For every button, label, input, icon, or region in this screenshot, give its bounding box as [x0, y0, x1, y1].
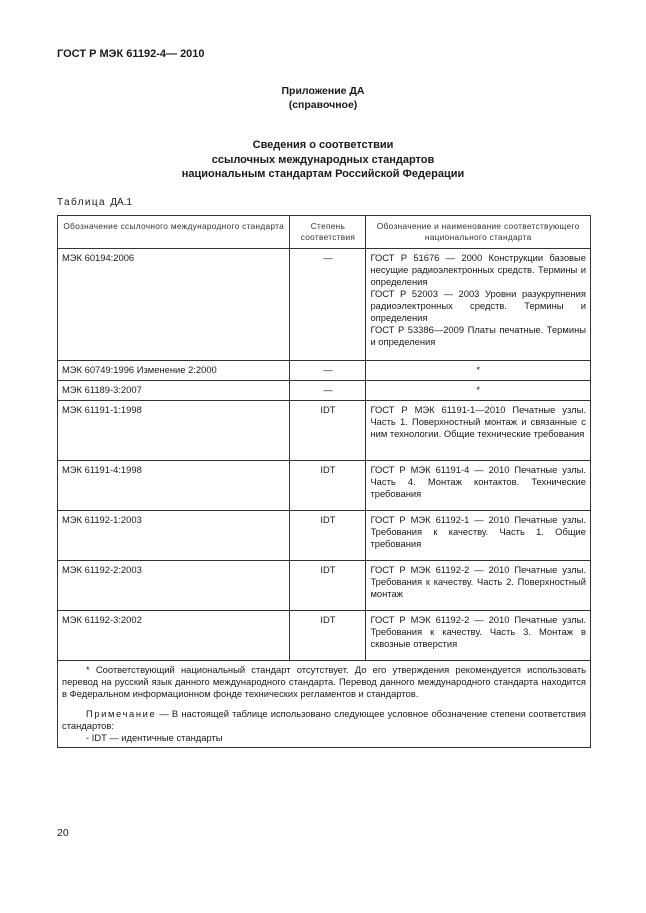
table-row: [58, 361, 591, 381]
degree-cell: IDT: [290, 611, 366, 661]
reference-cell: МЭК 60194:2006: [58, 249, 290, 361]
page-number: 20: [57, 827, 69, 839]
degree-cell: IDT: [290, 511, 366, 561]
correspondence-table: [57, 215, 591, 748]
degree-cell: —: [290, 361, 366, 381]
table-row: [58, 249, 591, 361]
table-footnote: * Соответствующий национальный стандарт отсутствует. До его утверждения рекомендуется использовать перевод на русский язык данного международного стандарта. Перевод данного международного стандарта находится в Федеральном информационном фонде технических регламентов и стандартов.: [62, 664, 586, 699]
table-note-text: — В настоящей таблице использовано следующее условное обозначение степени соответствия стандартов:: [62, 708, 586, 731]
national-cell: *: [366, 361, 591, 381]
table-row: [58, 401, 591, 461]
reference-cell: МЭК 61189-3:2007: [58, 381, 290, 401]
reference-cell: МЭК 61191-4:1998: [58, 461, 290, 511]
table-row: [58, 561, 591, 611]
national-standard-entry: ГОСТ Р 52003 — 2003 Уровни разукрупнения радиоэлектронных средств. Термины и определения: [370, 288, 586, 323]
degree-cell: —: [290, 381, 366, 401]
annex-heading: [0, 84, 646, 112]
table-row: [58, 461, 591, 511]
reference-cell: МЭК 61192-3:2002: [58, 611, 290, 661]
header-degree: Степень соответствия: [290, 216, 366, 249]
table-note-label: Примечание: [86, 708, 157, 719]
national-cell: ГОСТ Р МЭК 61192-1 — 2010 Печатные узлы. Требования к качеству. Часть 1. Общие требования: [366, 511, 591, 561]
main-title-line: ссылочных международных стандартов: [211, 153, 435, 166]
table-note: [62, 708, 586, 732]
main-title-line: национальным стандартам Российской Федерации: [181, 168, 465, 180]
table-header-row: [58, 216, 591, 249]
reference-cell: МЭК 61192-2:2003: [58, 561, 290, 611]
table-notes-row: [58, 661, 591, 748]
table-row: [58, 611, 591, 661]
table-caption: [57, 197, 132, 208]
annex-subtitle: (справочное): [288, 99, 358, 111]
national-cell: ГОСТ Р МЭК 61192-2 — 2010 Печатные узлы. Требования к качеству. Часть 2. Поверхностный монтаж: [366, 561, 591, 611]
table-notes-cell: [58, 661, 591, 748]
document-header: ГОСТ Р МЭК 61192-4— 2010: [57, 48, 205, 60]
main-title: [0, 138, 646, 182]
reference-cell: МЭК 61191-1:1998: [58, 401, 290, 461]
degree-cell: IDT: [290, 561, 366, 611]
degree-cell: —: [290, 249, 366, 361]
header-reference-standard: Обозначение ссылочного международного стандарта: [58, 216, 290, 249]
table-row: [58, 381, 591, 401]
reference-cell: МЭК 60749:1996 Изменение 2:2000: [58, 361, 290, 381]
national-cell: ГОСТ Р МЭК 61192-2 — 2010 Печатные узлы. Требования к качеству. Часть 3. Монтаж в сквозные отверстия: [366, 611, 591, 661]
header-national-standard: Обозначение и наименование соответствующего национального стандарта: [366, 216, 591, 249]
table-row: [58, 511, 591, 561]
national-cell: *: [366, 381, 591, 401]
table-caption-number: ДА.1: [110, 197, 132, 208]
national-cell: ГОСТ Р МЭК 61191-1—2010 Печатные узлы. Часть 1. Поверхностный монтаж и связанные с ним технологии. Общие технические требования: [366, 401, 591, 461]
degree-cell: IDT: [290, 401, 366, 461]
national-standard-entry: ГОСТ Р 53386—2009 Платы печатные. Термины и определения: [370, 324, 586, 347]
national-cell: ГОСТ Р МЭК 61191-4 — 2010 Печатные узлы. Часть 4. Монтаж контактов. Технические требования: [366, 461, 591, 511]
table-note-item: - IDT — идентичные стандарты: [86, 732, 223, 743]
table-caption-label: Таблица: [57, 197, 107, 208]
national-cell: [366, 249, 591, 361]
main-title-line: Сведения о соответствии: [252, 139, 394, 151]
annex-title: Приложение ДА: [281, 85, 365, 97]
national-standard-entry: ГОСТ Р 51676 — 2000 Конструкции базовые несущие радиоэлектронных средств. Термины и определения: [370, 252, 586, 287]
reference-cell: МЭК 61192-1:2003: [58, 511, 290, 561]
degree-cell: IDT: [290, 461, 366, 511]
